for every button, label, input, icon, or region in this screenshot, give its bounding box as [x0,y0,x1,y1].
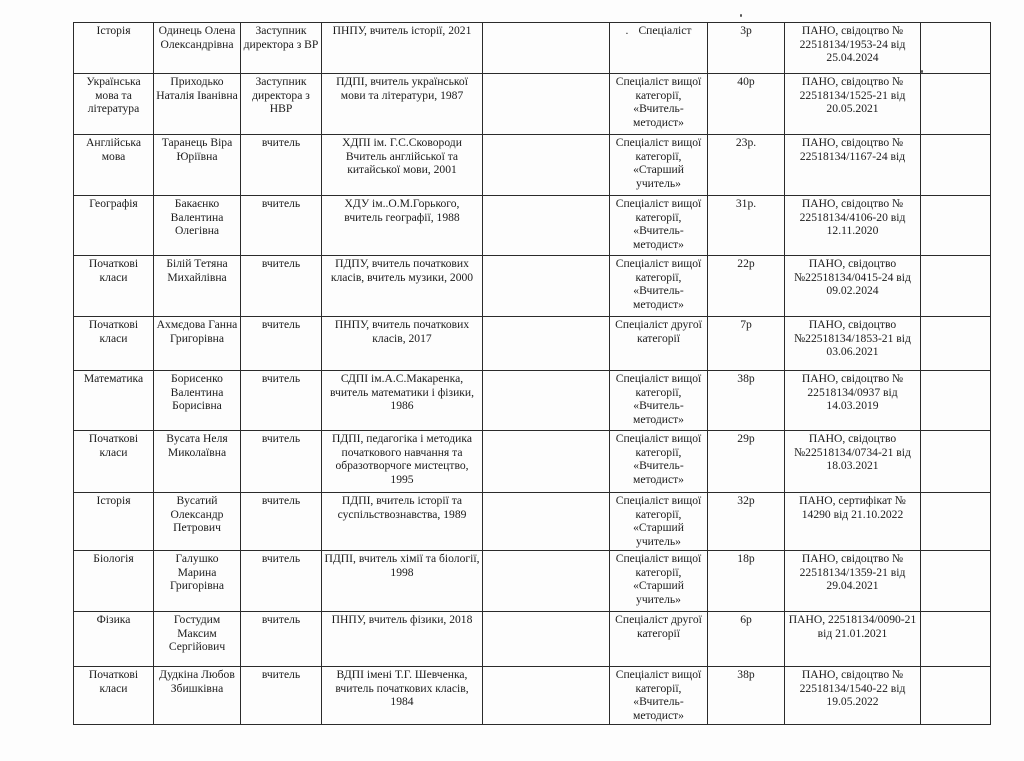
teacher-name-text: Галушко Марина Григорівна [169,552,225,593]
certificate-cell [785,667,921,725]
experience-cell [708,135,785,196]
position-text: вчитель [261,494,301,507]
note-cell [921,431,991,493]
note-cell [921,667,991,725]
position-cell [241,135,322,196]
education-text: ПДПІ, педагогіка і методика початкового навчання та образотворчоге мистецтво, 1995 [332,432,472,486]
certificate-cell [785,135,921,196]
category-cell [610,493,708,551]
table-row [74,551,991,612]
education-cell [322,196,483,256]
position-cell [241,196,322,256]
education-cell [322,371,483,431]
experience-cell [708,23,785,74]
education-cell [322,74,483,135]
subject-cell [74,317,154,371]
experience-text: 31р. [735,197,757,210]
teacher-name-text: Приходько Наталія Іванівна [156,75,238,102]
subject-cell [74,135,154,196]
subject-text: Початкові класи [88,668,139,695]
experience-text: 23р. [735,136,757,149]
certificate-text: ПАНО, свідоцтво № 22518134/1359-21 від 29.04.2021 [799,552,906,593]
education-text: ПДПІ, вчитель історії та суспільствознавства, 1989 [337,494,467,521]
education-cell [322,551,483,612]
category-text: Спеціаліст вищої категорії, «Вчитель-методист» [615,432,702,486]
experience-text: 7р [740,318,752,331]
category-prefix: . [625,24,629,37]
subject-text: Фізика [96,613,131,626]
subject-cell [74,667,154,725]
category-text: Спеціаліст вищої категорії, «Вчитель-методист» [615,668,702,722]
teacher-name-text: Борисенко Валентина Борисівна [170,372,224,413]
certificate-text: ПАНО, свідоцтво № 22518134/1953-24 від 25.04.2024 [799,24,906,65]
teacher-name-cell [154,74,241,135]
experience-text: 22р [737,257,755,270]
certificate-cell [785,196,921,256]
experience-cell [708,196,785,256]
category-cell [610,196,708,256]
note-cell [921,612,991,667]
teacher-name-cell [154,371,241,431]
teacher-name-cell [154,667,241,725]
certificate-text: ПАНО, 22518134/0090-21 від 21.01.2021 [788,613,917,640]
experience-cell [708,551,785,612]
subject-cell [74,196,154,256]
subject-cell [74,23,154,74]
subject-text: Географія [89,197,138,210]
category-cell [610,256,708,317]
certificate-text: ПАНО, свідоцтво №22518134/0415-24 від 09.02.2024 [794,257,911,298]
subject-text: Історія [96,24,131,37]
category-text: Спеціаліст другої категорії [615,318,702,345]
table-row [74,431,991,493]
subject-text: Початкові класи [88,318,139,345]
category-text: Спеціаліст вищої категорії, «Вчитель-методист» [615,257,702,311]
note-cell [921,196,991,256]
position-cell [241,667,322,725]
note-cell [921,493,991,551]
category-text: Спеціаліст [638,24,692,37]
teacher-name-cell [154,493,241,551]
position-cell [241,431,322,493]
category-cell [610,23,708,74]
certificate-text: ПАНО, сертифікат № 14290 від 21.10.2022 [799,494,906,521]
education-text: СДПІ ім.А.С.Макаренка, вчитель математики і фізики, 1986 [329,372,475,413]
subject-text: Англійська мова [86,136,141,163]
position-text: Заступник директора з ВР [243,24,319,51]
category-cell [610,74,708,135]
subject-text: Українська мова та література [86,75,141,116]
category-text: Спеціаліст вищої категорії, «Вчитель-методист» [615,372,702,426]
education-text: ПДПУ, вчитель початкових класів, вчитель музики, 2000 [330,257,474,284]
teacher-name-cell [154,196,241,256]
teacher-name-text: Таранець Віра Юріївна [161,136,233,163]
category-cell [610,431,708,493]
empty-cell [483,667,610,725]
subject-text: Математика [83,372,144,385]
note-cell [921,256,991,317]
certificate-text: ПАНО, свідоцтво № 22518134/1540-22 від 19.05.2022 [799,668,906,709]
note-cell [921,317,991,371]
certificate-cell [785,551,921,612]
education-text: ПНПУ, вчитель історії, 2021 [332,24,472,37]
experience-cell [708,431,785,493]
teacher-name-text: Вусатий Олександр Петрович [170,494,224,535]
position-cell [241,612,322,667]
subject-cell [74,551,154,612]
teacher-name-cell [154,551,241,612]
certificate-text: ПАНО, свідоцтво № 22518134/0937 від 14.03.2019 [801,372,904,413]
subject-cell [74,431,154,493]
education-text: ХДПІ ім. Г.С.Сковороди Вчитель англійської та китайської мови, 2001 [342,136,462,177]
table-row [74,612,991,667]
empty-cell [483,135,610,196]
note-cell [921,23,991,74]
education-cell [322,135,483,196]
subject-text: Біологія [93,552,134,565]
certificate-text: ПАНО, свідоцтво №22518134/0734-21 від 18.03.2021 [794,432,911,473]
category-text: Спеціаліст вищої категорії, «Вчитель-методист» [615,197,702,251]
table-row [74,667,991,725]
position-text: вчитель [261,432,301,445]
category-cell [610,317,708,371]
category-text: Спеціаліст другої категорії [615,613,702,640]
position-text: вчитель [261,613,301,626]
experience-text: 6р [740,613,752,626]
education-cell [322,431,483,493]
position-text: вчитель [261,552,301,565]
certificate-text: ПАНО, свідоцтво № 22518134/1167-24 від [799,136,906,163]
education-cell [322,493,483,551]
note-cell [921,135,991,196]
experience-cell [708,371,785,431]
position-text: вчитель [261,197,301,210]
position-cell [241,256,322,317]
empty-cell [483,612,610,667]
education-text: ВДПІ імені Т.Г. Шевченка, вчитель початкових класів, 1984 [335,668,469,709]
education-text: ПДПІ, вчитель української мови та літератури, 1987 [336,75,468,102]
experience-text: 38р [737,372,755,385]
teacher-name-text: Вусата Неля Миколаївна [166,432,228,459]
teacher-name-text: Дудкіна Любов Збишківна [159,668,235,695]
empty-cell [483,551,610,612]
education-cell [322,612,483,667]
teacher-name-text: Одинець Олена Олександрівна [158,24,236,51]
subject-cell [74,256,154,317]
education-text: ХДУ ім..О.М.Горького, вчитель географії, 1988 [344,197,460,224]
note-cell [921,371,991,431]
table-row [74,317,991,371]
empty-cell [483,23,610,74]
experience-text: 29р [737,432,755,445]
education-text: ПНПУ, вчитель початкових класів, 2017 [334,318,470,345]
position-text: Заступник директора з НВР [252,75,310,116]
position-text: вчитель [261,136,301,149]
teacher-name-cell [154,135,241,196]
note-cell [921,551,991,612]
position-cell [241,371,322,431]
subject-cell [74,612,154,667]
teacher-name-cell [154,317,241,371]
table-row [74,23,991,74]
position-text: вчитель [261,372,301,385]
certificate-cell [785,371,921,431]
position-cell [241,23,322,74]
education-text: ПНПУ, вчитель фізики, 2018 [331,613,473,626]
category-cell [610,135,708,196]
empty-cell [483,431,610,493]
experience-text: 18р [737,552,755,565]
scan-speck [740,14,742,17]
position-text: вчитель [261,318,301,331]
position-cell [241,551,322,612]
experience-cell [708,317,785,371]
position-text: вчитель [261,668,301,681]
note-cell [921,74,991,135]
experience-text: 32р [737,494,755,507]
teacher-name-text: Білій Тетяна Михайлівна [166,257,228,284]
category-text: Спеціаліст вищої категорії, «Старший учитель» [615,494,702,548]
certificate-text: ПАНО, свідоцтво № 22518134/4106-20 від 12.11.2020 [799,197,906,238]
category-text: Спеціаліст вищої категорії, «Вчитель-методист» [615,75,702,129]
subject-cell [74,371,154,431]
experience-cell [708,667,785,725]
experience-cell [708,256,785,317]
teacher-name-cell [154,612,241,667]
education-cell [322,23,483,74]
certificate-text: ПАНО, свідоцтво №22518134/1853-21 від 03.06.2021 [794,318,911,359]
table-row [74,493,991,551]
position-text: вчитель [261,257,301,270]
experience-text: 38р [737,668,755,681]
empty-cell [483,256,610,317]
position-cell [241,74,322,135]
table-row [74,371,991,431]
category-cell [610,371,708,431]
certificate-text: ПАНО, свідоцтво № 22518134/1525-21 від 20.05.2021 [799,75,906,116]
subject-cell [74,493,154,551]
subject-text: Початкові класи [88,257,139,284]
table-row [74,74,991,135]
category-text: Спеціаліст вищої категорії, «Старший учитель» [615,136,702,190]
education-cell [322,667,483,725]
teacher-name-text: Ахмєдова Ганна Григорівна [156,318,238,345]
certificate-cell [785,612,921,667]
position-cell [241,317,322,371]
certificate-cell [785,23,921,74]
experience-cell [708,612,785,667]
experience-text: 3р [740,24,752,37]
table-row [74,135,991,196]
table-row [74,256,991,317]
empty-cell [483,74,610,135]
teacher-name-text: Бакаєнко Валентина Олегівна [170,197,224,238]
subject-cell [74,74,154,135]
teacher-name-text: Гостудим Максим Сергійович [168,613,226,654]
empty-cell [483,493,610,551]
teacher-name-cell [154,23,241,74]
subject-text: Початкові класи [88,432,139,459]
experience-cell [708,74,785,135]
certificate-cell [785,74,921,135]
category-cell [610,667,708,725]
position-cell [241,493,322,551]
education-cell [322,317,483,371]
category-text: Спеціаліст вищої категорії, «Старший учитель» [615,552,702,606]
experience-text: 40р [737,75,755,88]
scan-speck [921,70,923,73]
table-row [74,196,991,256]
subject-text: Історія [96,494,131,507]
education-cell [322,256,483,317]
category-cell [610,612,708,667]
teacher-name-cell [154,431,241,493]
experience-cell [708,493,785,551]
certificate-cell [785,317,921,371]
certificate-cell [785,493,921,551]
certificate-cell [785,256,921,317]
staff-table [73,22,991,725]
category-cell [610,551,708,612]
education-text: ПДПІ, вчитель хімії та біології, 1998 [324,552,480,579]
certificate-cell [785,431,921,493]
empty-cell [483,317,610,371]
teacher-name-cell [154,256,241,317]
empty-cell [483,196,610,256]
empty-cell [483,371,610,431]
